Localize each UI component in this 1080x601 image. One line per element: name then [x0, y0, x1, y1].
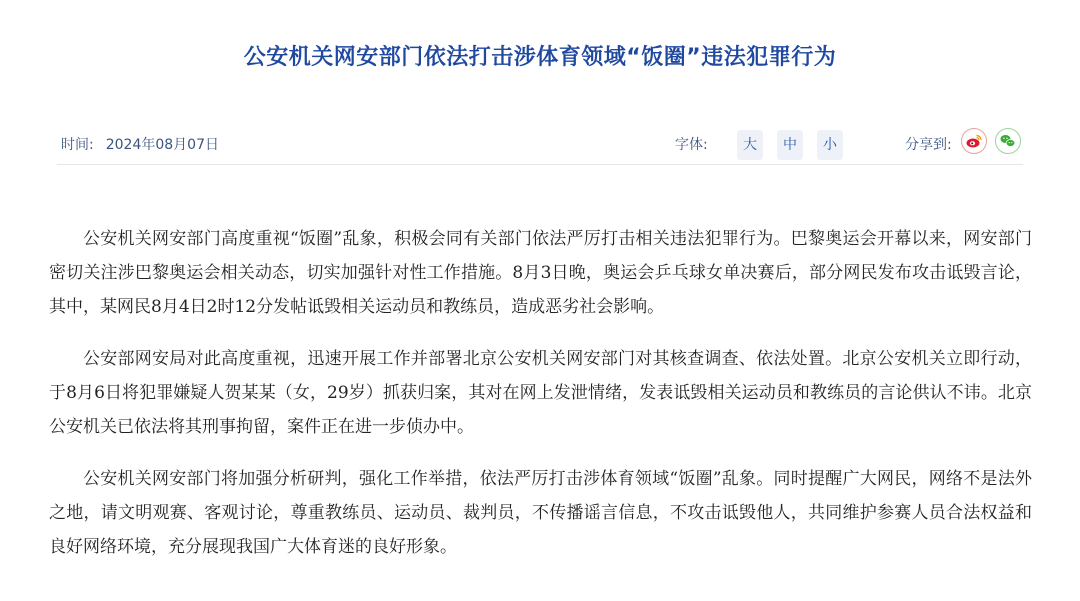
article-paragraph: 公安机关网安部门高度重视“饭圈”乱象，积极会同有关部门依法严厉打击相关违法犯罪行为。巴黎奥运会开幕以来，网安部门密切关注涉巴黎奥运会相关动态，切实加强针对性工作措施。8月3日晚，奥运会乒乓球女单决赛后，部分网民发布攻击诋毁言论，其中，某网民8月4日2时12分发帖诋毁相关运动员和教练员，造成恶劣社会影响。 [49, 229, 1032, 317]
font-large-button[interactable]: 大 [737, 130, 763, 160]
date-label: 时间: [61, 137, 94, 153]
wechat-icon[interactable] [995, 128, 1021, 154]
article-paragraph: 公安部网安局对此高度重视，迅速开展工作并部署北京公安机关网安部门对其核查调查、依法处置。北京公安机关立即行动，于8月6日将犯罪嫌疑人贺某某（女，29岁）抓获归案，其对在网上发泄情绪，发表诋毁相关运动员和教练员的言论供认不讳。北京公安机关已依法将其刑事拘留，案件正在进一步侦办中。 [49, 349, 1032, 437]
font-small-button[interactable]: 小 [817, 130, 843, 160]
publish-date [61, 134, 219, 154]
article-paragraph: 公安机关网安部门将加强分析研判，强化工作举措，依法严厉打击涉体育领域“饭圈”乱象。同时提醒广大网民，网络不是法外之地，请文明观赛、客观讨论，尊重教练员、运动员、裁判员，不传播谣言信息，不攻击诋毁他人，共同维护参赛人员合法权益和良好网络环境，充分展现我国广大体育迷的良好形象。 [49, 469, 1032, 557]
weibo-icon[interactable] [961, 128, 987, 154]
share-label: 分享到: [905, 137, 952, 153]
page-title: 公安机关网安部门依法打击涉体育领域“饭圈”违法犯罪行为 [243, 45, 837, 70]
article-meta-bar [57, 120, 1023, 165]
font-medium-button[interactable]: 中 [777, 130, 803, 160]
font-size-label: 字体: [675, 137, 708, 153]
date-value: 2024年08月07日 [105, 137, 219, 153]
article-body [49, 222, 1032, 582]
